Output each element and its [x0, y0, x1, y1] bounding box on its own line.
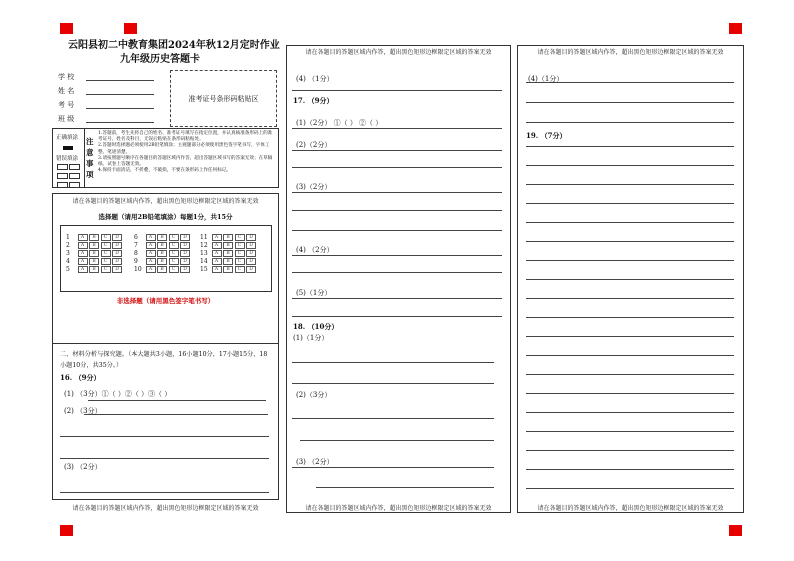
- choice-option-bubble[interactable]: D: [112, 242, 122, 249]
- choice-option-bubble[interactable]: C: [235, 242, 245, 249]
- registration-mark-bottom-left: [60, 525, 73, 536]
- answer-line[interactable]: [292, 90, 502, 91]
- choice-question: [66, 250, 122, 257]
- answer-line[interactable]: [292, 230, 502, 231]
- choice-option-bubble[interactable]: A: [212, 242, 222, 249]
- note-item: 4.保持卡面清洁，不折叠，不破损，不要在条形码上作任何标记。: [98, 168, 232, 174]
- choice-option-bubble[interactable]: C: [169, 258, 179, 265]
- choice-option-bubble[interactable]: B: [157, 266, 167, 273]
- choice-option-bubble[interactable]: B: [223, 234, 233, 241]
- boundary-notice-col2-bottom: 请在各题目的答题区域内作答，超出黑色矩形边框限定区域的答案无效: [305, 505, 492, 512]
- choice-option-bubble[interactable]: C: [169, 250, 179, 257]
- choice-question: [200, 266, 256, 273]
- field-school-label: 学 校: [58, 73, 75, 81]
- choice-option-bubble[interactable]: B: [223, 266, 233, 273]
- choice-question: [200, 242, 256, 249]
- field-number-line[interactable]: [86, 108, 154, 109]
- choice-question: [200, 250, 256, 257]
- choice-question-number: 5: [66, 266, 70, 273]
- fill-guide-divider: [84, 128, 85, 187]
- field-number-label: 考 号: [58, 101, 75, 109]
- answer-line[interactable]: [526, 336, 734, 337]
- choice-option-bubble[interactable]: D: [180, 250, 190, 257]
- answer-line[interactable]: [292, 467, 494, 468]
- choice-option-bubble[interactable]: B: [157, 258, 167, 265]
- q17-part2: (2)（2分）: [296, 141, 332, 149]
- choice-option-bubble[interactable]: C: [101, 258, 111, 265]
- choice-option-bubble[interactable]: A: [146, 266, 156, 273]
- answer-line[interactable]: [292, 167, 502, 168]
- q18-part1: (1)（1分）: [293, 334, 329, 342]
- answer-line[interactable]: [526, 450, 734, 451]
- answer-line[interactable]: [526, 203, 734, 204]
- q16-part3: (3) （2分）: [64, 463, 102, 471]
- answer-line[interactable]: [292, 128, 502, 129]
- answer-line[interactable]: [526, 374, 734, 375]
- choice-option-bubble[interactable]: D: [180, 266, 190, 273]
- barcode-area-label: 准考证号条形码粘贴区: [188, 94, 259, 103]
- registration-mark-top-right: [729, 23, 742, 34]
- choice-question-number: 13: [200, 250, 208, 257]
- choice-option-bubble[interactable]: C: [169, 242, 179, 249]
- choice-option-bubble[interactable]: A: [78, 250, 88, 257]
- answer-line[interactable]: [292, 298, 502, 299]
- choice-question: [66, 242, 122, 249]
- choice-option-bubble[interactable]: C: [101, 250, 111, 257]
- choice-option-bubble[interactable]: A: [212, 234, 222, 241]
- choice-option-bubble[interactable]: C: [169, 234, 179, 241]
- answer-line[interactable]: [526, 260, 734, 261]
- choice-question: [66, 234, 122, 241]
- answer-line[interactable]: [526, 469, 734, 470]
- choice-option-bubble[interactable]: A: [146, 234, 156, 241]
- field-name-line[interactable]: [86, 94, 154, 95]
- choice-option-bubble[interactable]: D: [180, 242, 190, 249]
- choice-option-bubble[interactable]: C: [101, 266, 111, 273]
- choice-question-number: 1: [66, 234, 70, 241]
- fill-wrong-samples: [57, 164, 83, 190]
- answer-line[interactable]: [292, 362, 494, 363]
- choice-question-number: 12: [200, 242, 208, 249]
- registration-mark-top-left: [60, 23, 73, 34]
- choice-question-number: 4: [66, 258, 70, 265]
- choice-question: [66, 266, 122, 273]
- choice-option-bubble[interactable]: A: [146, 250, 156, 257]
- choice-option-bubble[interactable]: A: [78, 242, 88, 249]
- choice-question-number: 15: [200, 266, 208, 273]
- sheet-subtitle: 九年级历史答题卡: [120, 54, 200, 65]
- choice-option-bubble[interactable]: B: [89, 266, 99, 273]
- choice-question-number: 7: [134, 242, 138, 249]
- choice-option-bubble[interactable]: A: [146, 258, 156, 265]
- answer-line[interactable]: [526, 184, 734, 185]
- choice-option-bubble[interactable]: B: [223, 242, 233, 249]
- answer-line[interactable]: [526, 102, 734, 103]
- q17-label: 17. （9分）: [293, 96, 334, 105]
- choice-option-bubble[interactable]: D: [246, 234, 256, 241]
- choice-question: [134, 266, 190, 273]
- choice-question-number: 8: [134, 250, 138, 257]
- choice-question-number: 9: [134, 258, 138, 265]
- choice-option-bubble[interactable]: D: [246, 258, 256, 265]
- field-name-label: 姓 名: [58, 87, 75, 95]
- notes-title: 注意事项: [86, 137, 94, 179]
- answer-line[interactable]: [300, 440, 494, 441]
- registration-mark-top-mid: [124, 23, 137, 34]
- section-separator: [52, 343, 278, 344]
- barcode-area[interactable]: [170, 70, 277, 127]
- choice-option-bubble[interactable]: B: [89, 250, 99, 257]
- answer-line[interactable]: [526, 82, 734, 83]
- choice-option-bubble[interactable]: A: [78, 266, 88, 273]
- q17-part3: (3)（2分）: [296, 183, 332, 191]
- col3-q4-label: (4)（1分）: [528, 75, 564, 83]
- answer-region-col2: [286, 45, 511, 513]
- choice-option-bubble[interactable]: A: [78, 234, 88, 241]
- answer-line[interactable]: [60, 492, 269, 493]
- boundary-notice-col3-bottom: 请在各题目的答题区域内作答，超出黑色矩形边框限定区域的答案无效: [537, 505, 724, 512]
- q18-part2: (2)（3分）: [296, 391, 332, 399]
- choice-option-bubble[interactable]: C: [101, 242, 111, 249]
- nonchoice-title: 非选择题（请用黑色签字笔书写）: [116, 297, 215, 305]
- answer-line[interactable]: [526, 431, 734, 432]
- answer-line[interactable]: [526, 165, 734, 166]
- choice-option-bubble[interactable]: A: [212, 258, 222, 265]
- choice-option-bubble[interactable]: A: [78, 258, 88, 265]
- choice-option-bubble[interactable]: D: [246, 266, 256, 273]
- choice-option-bubble[interactable]: D: [180, 234, 190, 241]
- answer-line[interactable]: [526, 393, 734, 394]
- choice-option-bubble[interactable]: B: [223, 258, 233, 265]
- answer-line[interactable]: [526, 241, 734, 242]
- field-class-line[interactable]: [86, 122, 154, 123]
- choice-option-bubble[interactable]: D: [112, 234, 122, 241]
- answer-line[interactable]: [292, 272, 502, 273]
- choice-option-bubble[interactable]: B: [89, 242, 99, 249]
- choice-option-bubble[interactable]: C: [235, 266, 245, 273]
- q18-part3: (3) （2分）: [296, 458, 334, 466]
- choice-question: [200, 258, 256, 265]
- q17-part4: (4) （2分）: [296, 246, 334, 254]
- answer-line[interactable]: [88, 400, 266, 401]
- answer-line[interactable]: [292, 150, 502, 151]
- q19-label: 19. （7分）: [526, 131, 567, 140]
- q16-part1: (1) （3分）①（ ）②（ ）③（ ）: [64, 390, 172, 398]
- choice-question: [134, 242, 190, 249]
- boundary-notice-col3-top: 请在各题目的答题区域内作答，超出黑色矩形边框限定区域的答案无效: [537, 49, 724, 56]
- choice-option-bubble[interactable]: D: [246, 242, 256, 249]
- choice-question-number: 10: [134, 266, 142, 273]
- choice-question: [134, 250, 190, 257]
- choice-question: [66, 258, 122, 265]
- answer-line[interactable]: [84, 414, 268, 415]
- choice-option-bubble[interactable]: A: [146, 242, 156, 249]
- choice-question-number: 6: [134, 234, 138, 241]
- choice-question: [134, 258, 190, 265]
- choice-option-bubble[interactable]: B: [157, 242, 167, 249]
- choice-option-bubble[interactable]: D: [112, 250, 122, 257]
- choice-question-number: 3: [66, 250, 70, 257]
- choice-option-bubble[interactable]: C: [101, 234, 111, 241]
- q17-part5: (5)（1分）: [296, 289, 332, 297]
- fill-correct-sample: [63, 146, 73, 150]
- choice-title: 选择题（请用2B铅笔填涂）每题1分，共15分: [98, 213, 233, 221]
- choice-option-bubble[interactable]: C: [235, 234, 245, 241]
- choice-question-number: 14: [200, 258, 208, 265]
- choice-option-bubble[interactable]: C: [235, 250, 245, 257]
- fill-correct-label: 正确填涂: [56, 135, 79, 141]
- answer-line[interactable]: [292, 210, 502, 211]
- choice-option-bubble[interactable]: B: [89, 258, 99, 265]
- choice-option-bubble[interactable]: B: [89, 234, 99, 241]
- answer-line[interactable]: [292, 316, 502, 317]
- choice-question-number: 2: [66, 242, 70, 249]
- choice-option-bubble[interactable]: D: [112, 258, 122, 265]
- boundary-notice-col1-bottom: 请在各题目的答题区域内作答，超出黑色矩形边框限定区域的答案无效: [72, 505, 259, 512]
- field-school-line[interactable]: [86, 80, 154, 81]
- choice-option-bubble[interactable]: B: [223, 250, 233, 257]
- choice-question-number: 11: [200, 234, 208, 241]
- answer-line[interactable]: [60, 458, 269, 459]
- answer-line[interactable]: [292, 192, 502, 193]
- answer-line[interactable]: [292, 255, 502, 256]
- q16-part2: (2) （3分）: [64, 407, 102, 415]
- answer-line[interactable]: [526, 412, 734, 413]
- answer-line[interactable]: [292, 418, 494, 419]
- col2-q4-label: (4) （1分）: [296, 75, 334, 83]
- note-item: 3.请按照题号顺序在各题目的答题区域内作答，超出答题区域书写的答案无效；在草稿纸、试卷上答题无效。: [98, 155, 273, 168]
- answer-line[interactable]: [526, 355, 734, 356]
- exam-title: 云阳县初二中教育集团2024年秋12月定时作业: [68, 40, 280, 51]
- q17-part1: (1)（2分） ①（ ） ②（ ）: [296, 119, 383, 127]
- part2-heading: 二、材料分析与探究题。（本大题共3小题，16小题10分，17小题15分，18小题10分，共35分。）: [60, 351, 268, 369]
- answer-line[interactable]: [526, 279, 734, 280]
- choice-option-bubble[interactable]: B: [157, 234, 167, 241]
- choice-option-bubble[interactable]: B: [157, 250, 167, 257]
- answer-line[interactable]: [292, 383, 494, 384]
- answer-line[interactable]: [526, 298, 734, 299]
- choice-option-bubble[interactable]: C: [169, 266, 179, 273]
- choice-option-bubble[interactable]: D: [112, 266, 122, 273]
- choice-option-bubble[interactable]: C: [235, 258, 245, 265]
- answer-line[interactable]: [526, 146, 734, 147]
- answer-line[interactable]: [526, 222, 734, 223]
- choice-option-bubble[interactable]: A: [212, 250, 222, 257]
- boundary-notice-col1-top: 请在各题目的答题区域内作答，超出黑色矩形边框限定区域的答案无效: [72, 198, 259, 205]
- q18-label: 18. （10分）: [293, 322, 339, 331]
- choice-question: [200, 234, 256, 241]
- boundary-notice-col2-top: 请在各题目的答题区域内作答，超出黑色矩形边框限定区域的答案无效: [305, 49, 492, 56]
- answer-line[interactable]: [526, 488, 734, 489]
- choice-question: [134, 234, 190, 241]
- answer-line[interactable]: [526, 317, 734, 318]
- choice-option-bubble[interactable]: D: [180, 258, 190, 265]
- field-class-label: 班 级: [58, 115, 75, 123]
- registration-mark-bottom-right: [729, 525, 742, 536]
- note-item: 2.答题时选择题必须使用2B铅笔填涂；主观题部分必须使用黑色签字笔书写，字体工整、笔迹清楚。: [98, 143, 270, 155]
- answer-line[interactable]: [526, 122, 734, 123]
- q16-label: 16. （9分）: [60, 373, 101, 382]
- answer-line[interactable]: [316, 487, 494, 488]
- notes-list: [98, 131, 274, 174]
- choice-option-bubble[interactable]: A: [212, 266, 222, 273]
- fill-wrong-label: 错误填涂: [56, 156, 79, 162]
- choice-option-bubble[interactable]: D: [246, 250, 256, 257]
- note-item: 1.答题前，考生先将自己的姓名、准考证号填写在指定位置，并认真核准条形码上的准考证号、姓名及科目，无误后粘贴在条形码粘贴处。: [98, 131, 273, 143]
- answer-line[interactable]: [60, 436, 269, 437]
